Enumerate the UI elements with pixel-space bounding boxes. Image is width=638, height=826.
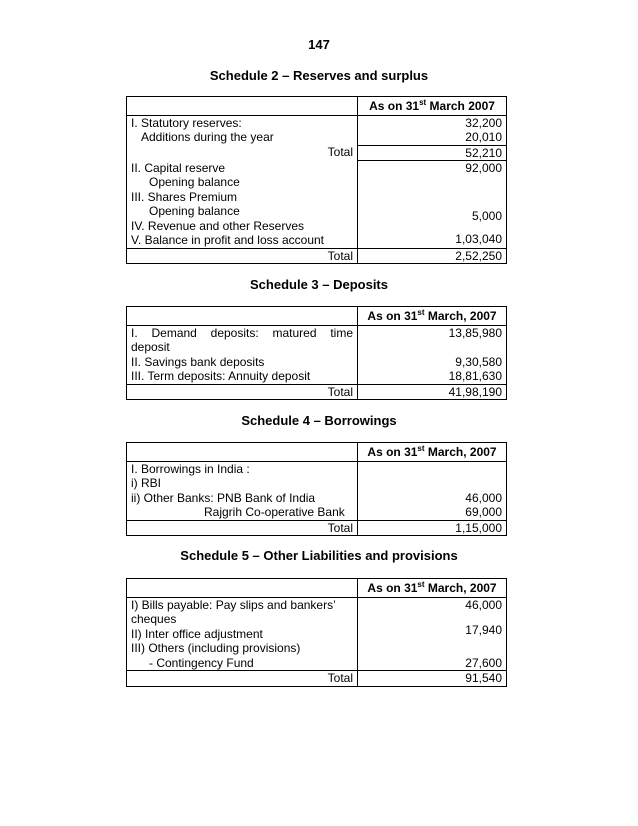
demand-deposits-label-cont: deposit [131,340,170,354]
demand-deposits-label: I. Demand deposits: matured time [131,325,353,340]
subtotal-label: Total [127,145,358,161]
table-row [127,461,507,520]
demand-deposits-value: 13,85,980 [448,325,502,340]
total-row [127,671,507,687]
table-row [127,161,507,249]
rajgrih-value: 69,000 [465,505,502,519]
table-header-row [127,97,507,116]
bills-payable-value: 46,000 [465,597,502,612]
column-header: As on 31st March, 2007 [358,443,507,462]
table-header-row [127,579,507,598]
shares-premium-label: III. Shares Premium [131,189,238,204]
schedule-2-title: Schedule 2 – Reserves and surplus [209,68,429,83]
table-row [127,597,507,671]
revenue-reserves-label: IV. Revenue and other Reserves [131,218,304,233]
total-label: Total [127,384,358,400]
others-label: III) Others (including provisions) [131,641,301,655]
column-header: As on 31st March, 2007 [358,307,507,326]
table-header-row [127,307,507,326]
total-value: 2,52,250 [358,248,507,264]
total-label: Total [127,520,358,536]
schedule-3-title: Schedule 3 – Deposits [250,277,388,292]
capital-reserve-label: II. Capital reserve [131,160,226,175]
rbi-label: i) RBI [131,476,161,490]
profit-loss-label: V. Balance in profit and loss account [131,233,325,247]
total-value: 41,98,190 [358,384,507,400]
schedule-4-table [126,442,507,536]
contingency-fund-label: - Contingency Fund [149,655,254,670]
schedule-5-title: Schedule 5 – Other Liabilities and provisions [180,548,458,563]
schedule-5-table [126,578,507,687]
schedule-4-title: Schedule 4 – Borrowings [241,413,397,428]
total-value: 1,15,000 [358,520,507,536]
opening-balance-label: Opening balance [149,204,240,218]
schedule-3-table [126,306,507,400]
shares-premium-value: 5,000 [471,208,502,223]
statutory-reserves-value: 32,200 [465,115,502,130]
statutory-reserves-label: I. Statutory reserves: [131,115,242,130]
schedule-2-table [126,96,507,264]
savings-deposits-value: 9,30,580 [455,354,502,369]
capital-reserve-value: 92,000 [465,161,502,175]
total-label: Total [127,671,358,687]
blank-header-cell [127,307,358,326]
table-row [127,325,507,384]
inter-office-value: 17,940 [465,622,502,637]
additions-label: Additions during the year [141,130,274,144]
bills-payable-label-cont: cheques [131,612,177,626]
total-value: 91,540 [358,671,507,687]
total-row [127,384,507,400]
other-banks-label: ii) Other Banks: PNB Bank of India [131,490,316,505]
page-number: 147 [308,37,330,52]
opening-balance-label: Opening balance [149,175,240,189]
subtotal-row [127,145,507,161]
table-row [127,115,507,145]
term-deposits-value: 18,81,630 [448,369,502,383]
contingency-fund-value: 27,600 [465,655,502,670]
blank-header-cell [127,97,358,116]
borrowings-india-label: I. Borrowings in India : [131,461,250,476]
rajgrih-bank-label: Rajgrih Co-operative Bank [204,505,345,519]
term-deposits-label: III. Term deposits: Annuity deposit [131,369,311,383]
column-header: As on 31st March, 2007 [358,579,507,598]
subtotal-value: 52,210 [358,145,507,161]
table-header-row [127,443,507,462]
total-row [127,520,507,536]
savings-deposits-label: II. Savings bank deposits [131,354,265,369]
pnb-value: 46,000 [465,490,502,505]
blank-header-cell [127,579,358,598]
total-row [127,248,507,264]
additions-value: 20,010 [465,130,502,144]
inter-office-label: II) Inter office adjustment [131,626,263,641]
bills-payable-label: I) Bills payable: Pay slips and bankers’ [131,597,336,612]
column-header: As on 31st March 2007 [358,97,507,116]
total-label: Total [127,248,358,264]
profit-loss-value: 1,03,040 [455,231,502,246]
blank-header-cell [127,443,358,462]
